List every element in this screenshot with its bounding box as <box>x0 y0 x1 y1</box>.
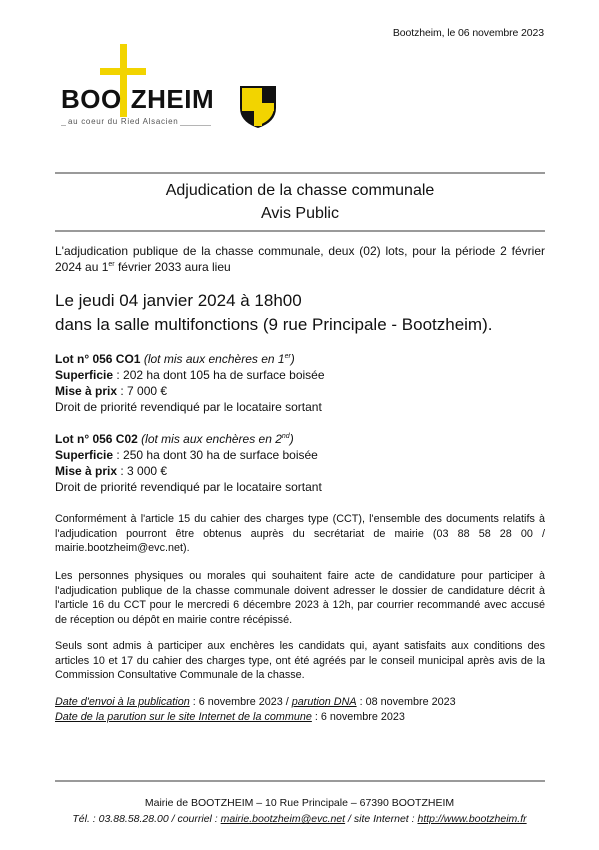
footer-contact: Tél. : 03.88.58.28.00 / courriel : mairie.bootzheim@evc.net / site Internet : http://www.bootzheim.fr <box>72 813 527 825</box>
logo-wordmark <box>61 84 214 115</box>
website-link[interactable]: http://www.bootzheim.fr <box>417 813 527 825</box>
lot-number: Lot n° 056 CO1 <box>55 352 141 366</box>
document-subtitle: Avis Public <box>261 205 339 222</box>
lot-number: Lot n° 056 C02 <box>55 432 138 446</box>
footer-rule <box>55 780 545 782</box>
bootzheim-logo <box>58 42 288 137</box>
publication-dates: Date d'envoi à la publication : 6 novembre 2023 / parution DNA : 08 novembre 2023 Date de la parution sur le site Internet de la commune : 6 novembre 2023 <box>55 696 456 723</box>
candidature-paragraph: Les personnes physiques ou morales qui souhaitent faire acte de candidature pour participer à l'adjudication publique de la chasse communale doivent adresser le dossier de candidature décrit à l'article 16 du CCT pour le mercredi 6 décembre 2023 à 12h, par courrier recommandé avec accusé de réception ou dépôt en mairie contre récépissé. <box>55 570 545 626</box>
cross-bar <box>100 68 146 75</box>
title-top-rule <box>55 172 545 174</box>
title-bottom-rule <box>55 230 545 232</box>
logo-tagline: au coeur du Ried Alsacien <box>68 117 179 126</box>
lot-2: Lot n° 056 C02 (lot mis aux enchères en 2nd) Superficie : 250 ha dont 30 ha de surface boisée Mise à prix : 3 000 € Droit de priorité revendiqué par le locataire sortant <box>55 432 322 494</box>
lot-1: Lot n° 056 CO1 (lot mis aux enchères en 1er) Superficie : 202 ha dont 105 ha de surface boisée Mise à prix : 7 000 € Droit de priorité revendiqué par le locataire sortant <box>55 352 325 414</box>
coat-of-arms-icon <box>238 84 278 130</box>
logo-text-part2: ZHEIM <box>130 84 215 114</box>
email-link[interactable]: mairie.bootzheim@evc.net <box>220 813 346 825</box>
documents-paragraph: Conformément à l'article 15 du cahier des charges type (CCT), l'ensemble des documents relatifs à l'adjudication pourront être obtenus auprès du secrétariat de mairie (03 88 58 28 00 / mairie.bootzheim@evc.net). <box>55 513 545 554</box>
document-date: Bootzheim, le 06 novembre 2023 <box>392 27 544 39</box>
intro-paragraph: L'adjudication publique de la chasse communale, deux (02) lots, pour la période 2 février 2024 au 1er février 2033 aura lieu <box>55 244 545 274</box>
logo-text-part1: BOO <box>61 84 122 114</box>
event-date: Le jeudi 04 janvier 2024 à 18h00 <box>55 291 302 310</box>
footer-address: Mairie de BOOTZHEIM – 10 Rue Principale – 67390 BOOTZHEIM <box>144 797 455 809</box>
event-location: dans la salle multifonctions (9 rue Principale - Bootzheim). <box>55 315 493 334</box>
document-title: Adjudication de la chasse communale <box>165 182 435 199</box>
admission-paragraph: Seuls sont admis à participer aux enchères les candidats qui, ayant satisfaits aux conditions des articles 10 et 17 du cahier des charges type, ont été agréés par le conseil municipal après avis de la Commission Consultative Communale de la chasse. <box>55 640 545 681</box>
